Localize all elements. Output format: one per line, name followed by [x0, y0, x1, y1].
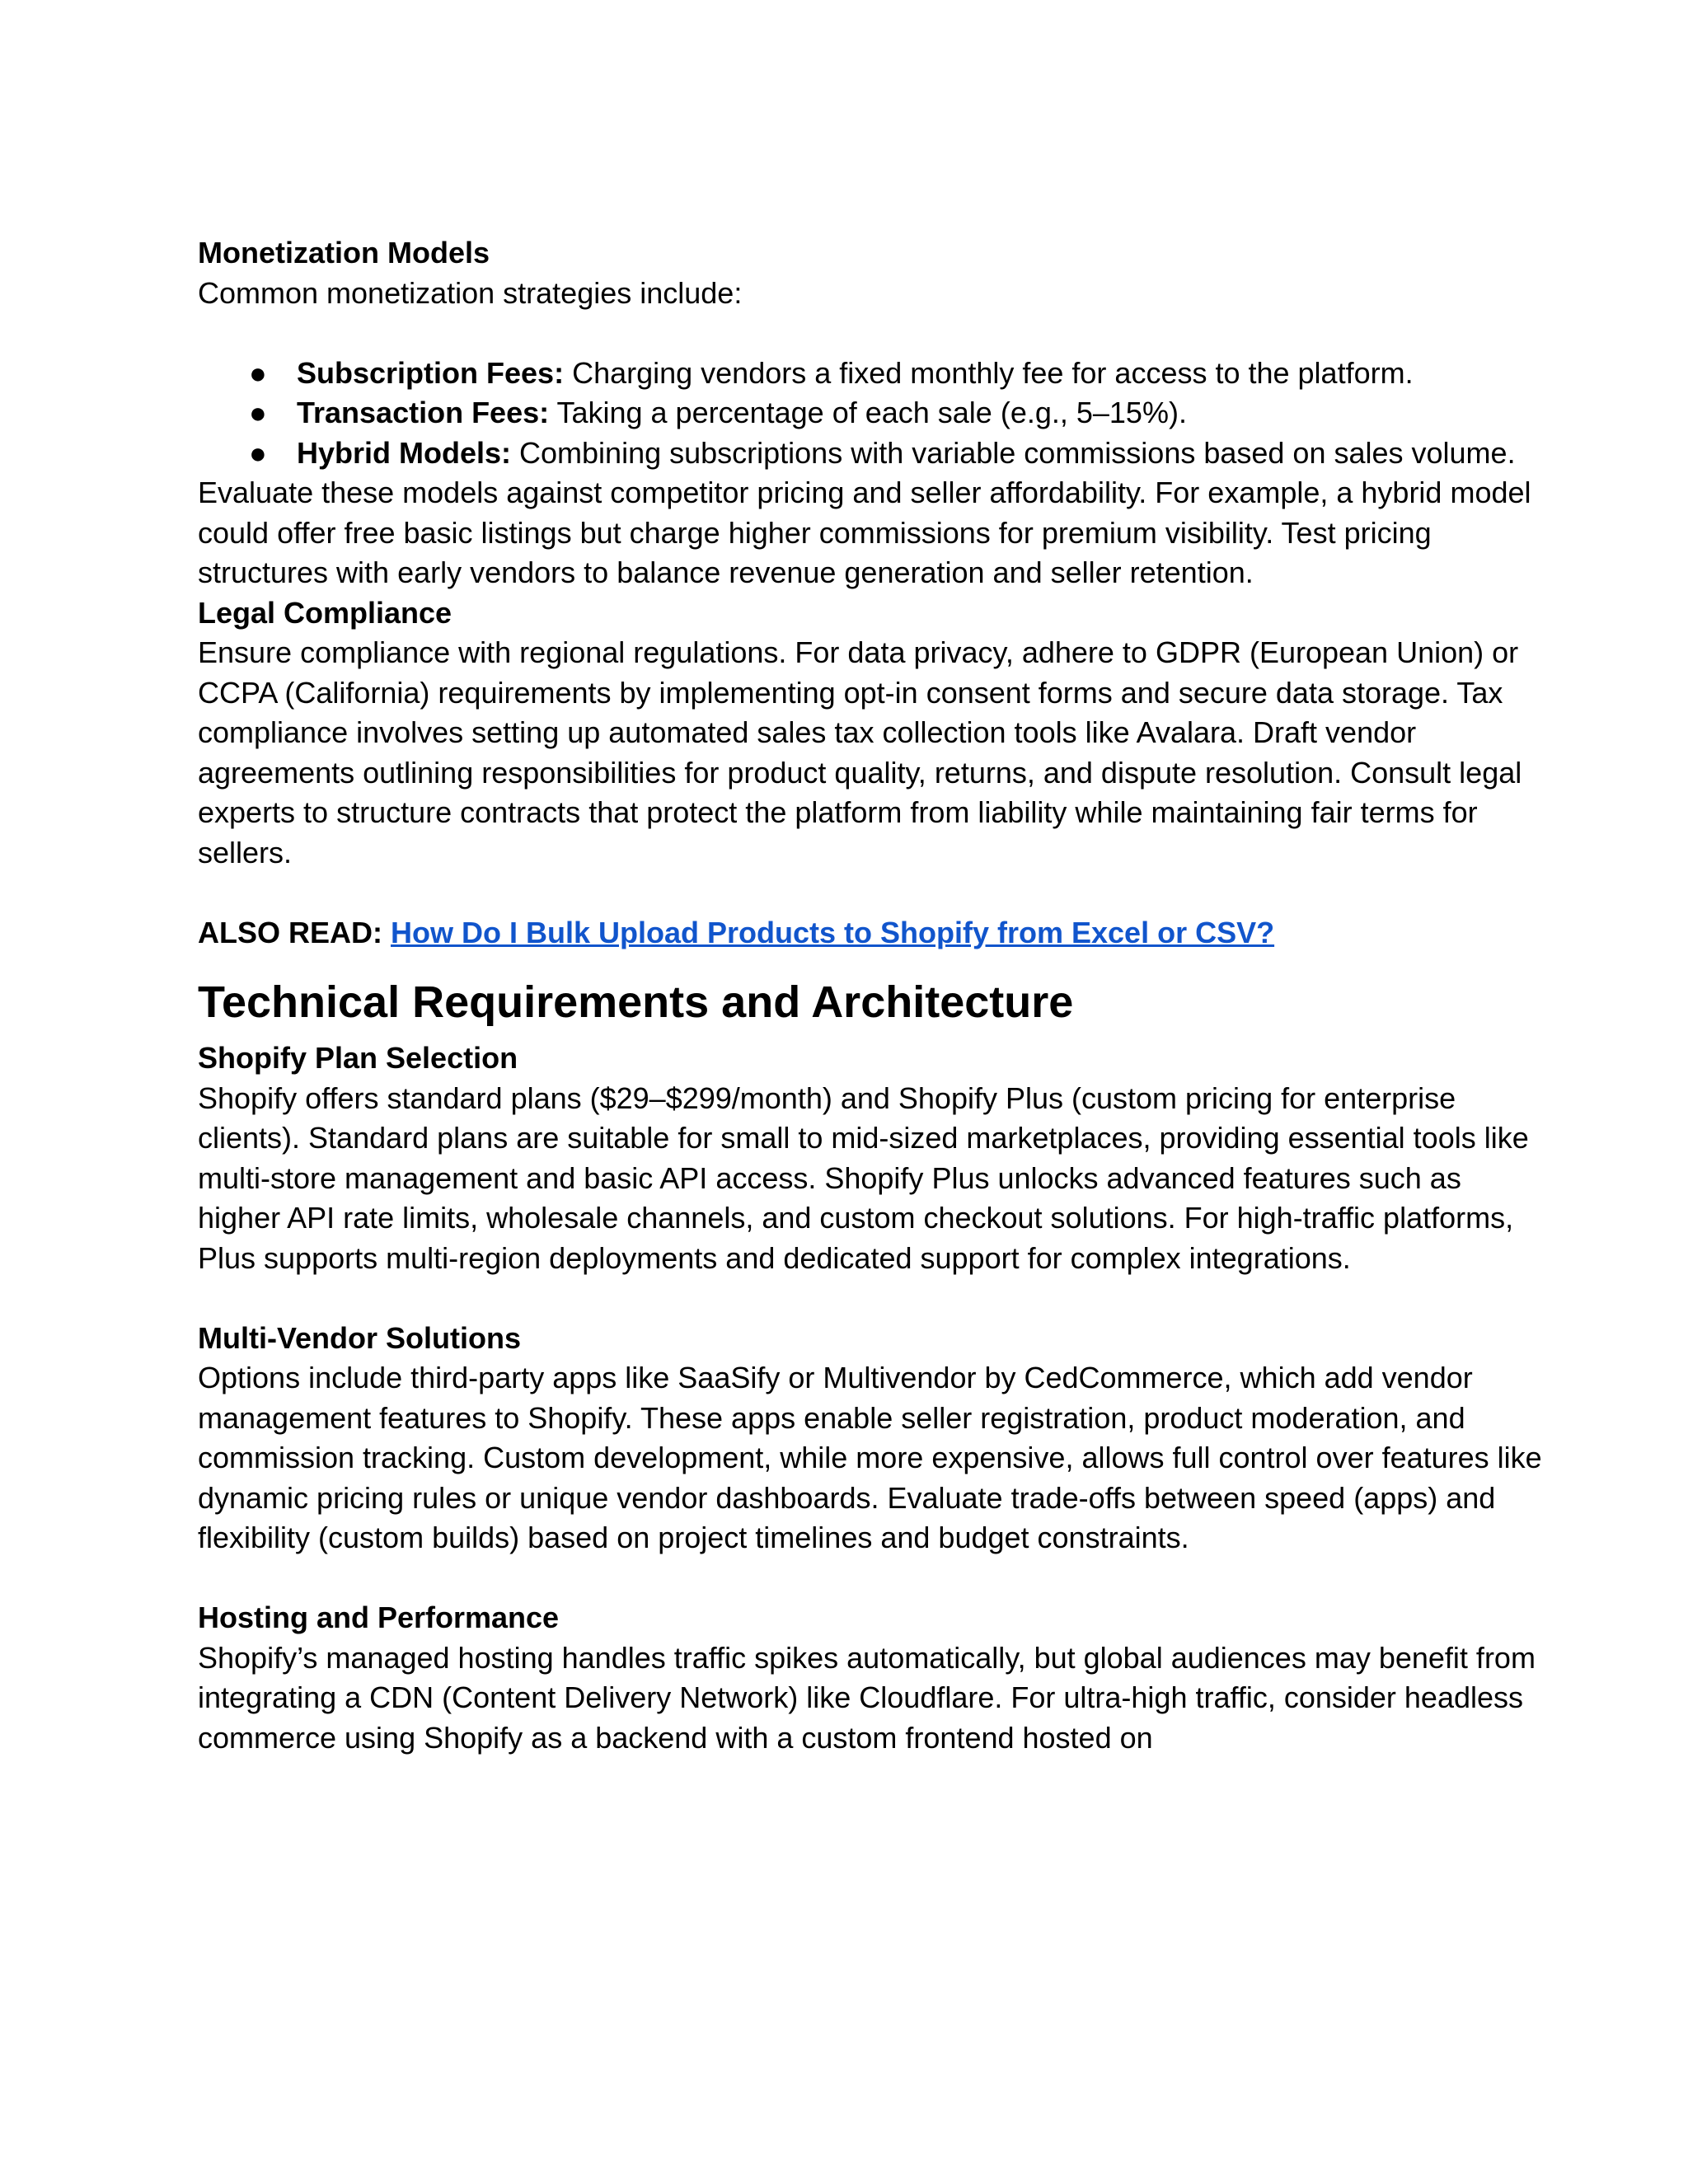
document-page [198, 233, 1550, 1758]
list-item [198, 354, 1550, 394]
monetization-list [198, 354, 1550, 474]
list-item [198, 393, 1550, 434]
monetization-outro: Evaluate these models against competitor pricing and seller affordability. For example, a hybrid model could offer free basic listings but charge higher commissions for premium visibility. Test pricing structures with early vendors to balance revenue generation and seller retention. [198, 476, 1531, 589]
item-label: Hybrid Models: [297, 435, 512, 470]
item-label: Transaction Fees: [297, 396, 550, 429]
monetization-heading: Monetization Models [198, 236, 490, 269]
item-text: Combining subscriptions with variable commissions based on sales volume. [511, 435, 1516, 470]
section-body: Shopify’s managed hosting handles traffic spikes automatically, but global audiences may benefit from integrating a CDN (Content Delivery Network) like Cloudflare. For ultra-high traffic, consider headless commerce using Shopify as a backend with a custom frontend hosted on [198, 1640, 1536, 1755]
item-text: Taking a percentage of each sale (e.g., 5–15%). [549, 396, 1187, 429]
spacer [198, 1558, 1550, 1599]
also-read-link[interactable]: How Do I Bulk Upload Products to Shopify from Excel or CSV? [391, 915, 1275, 949]
bullet-icon: ● [249, 396, 267, 429]
section-heading: Hosting and Performance [198, 1601, 560, 1634]
section-heading: Multi-Vendor Solutions [198, 1320, 521, 1355]
spacer [198, 313, 1550, 354]
spacer [198, 873, 1550, 913]
legal-heading: Legal Compliance [198, 595, 452, 630]
section-heading: Shopify Plan Selection [198, 1041, 518, 1075]
section-body: Shopify offers standard plans ($29–$299/month) and Shopify Plus (custom pricing for enterprise clients). Standard plans are suitable for small to mid-sized marketplaces, providing essential tools like multi-store management and basic API access. Shopify Plus unlocks advanced features such as higher API rate limits, wholesale channels, and custom checkout solutions. For high-traffic platforms, Plus supports multi-region deployments and dedicated support for complex integrations. [198, 1080, 1529, 1275]
legal-body: Ensure compliance with regional regulations. For data privacy, adhere to GDPR (European Union) or CCPA (California) requirements by implementing opt-in consent forms and secure data storage. Tax compliance involves setting up automated sales tax collection tools like Avalara. Draft vendor agreements outlining responsibilities for product quality, returns, and dispute resolution. Consult legal experts to structure contracts that protect the platform from liability while maintaining fair terms for sellers. [198, 635, 1522, 869]
technical-heading: Technical Requirements and Architecture [198, 977, 1074, 1027]
bullet-icon: ● [249, 435, 267, 470]
spacer [198, 1278, 1550, 1319]
bullet-icon: ● [249, 355, 267, 390]
list-item [198, 434, 1550, 474]
also-read [198, 913, 1550, 954]
also-read-label: ALSO READ: [198, 915, 391, 949]
item-text: Charging vendors a fixed monthly fee for access to the platform. [564, 355, 1414, 390]
item-label: Subscription Fees: [297, 355, 565, 390]
monetization-intro: Common monetization strategies include: [198, 275, 743, 310]
section-body: Options include third-party apps like SaaSify or Multivendor by CedCommerce, which add vendor management features to Shopify. These apps enable seller registration, product moderation, and commission tracking. Custom development, while more expensive, allows full control over features like dynamic pricing rules or unique vendor dashboards. Evaluate trade-offs between speed (apps) and flexibility (custom builds) based on project timelines and budget constraints. [198, 1361, 1542, 1554]
